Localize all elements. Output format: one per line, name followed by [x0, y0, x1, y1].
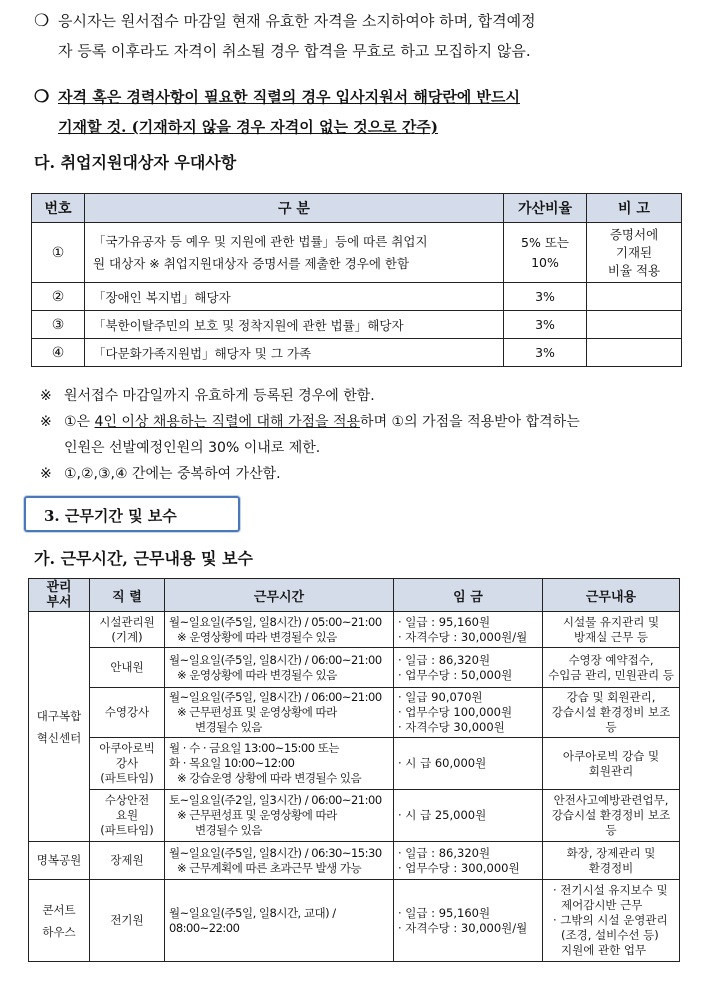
table-row: [29, 688, 680, 738]
job-line: 장제원: [110, 853, 144, 867]
table-row: [29, 790, 680, 842]
hours-line: 화 · 목요일 10:00~12:00: [169, 756, 295, 770]
pay-line: · 시 급 60,000원: [398, 756, 487, 770]
table-row: [32, 223, 682, 283]
note-text: 하며 ①의 가점을 적용받아 합격하는: [360, 414, 580, 430]
hours-line: 월 · 수 · 금요일 13:00~15:00 또는: [169, 741, 339, 755]
hours-cell: [165, 612, 394, 648]
note-text: ①,②,③,④ 간에는 중복하여 가산함.: [64, 466, 281, 482]
hours-cell: [165, 880, 394, 962]
pay-line: · 일급 : 86,320원: [398, 845, 491, 860]
hours-line: 변경될수 있음: [195, 823, 262, 837]
row-note: [587, 339, 682, 367]
pay-line: · 자격수당 30,000원: [398, 720, 505, 734]
hours-line: 월~일요일(주5일, 일8시간) / 05:00~21:00: [169, 614, 382, 629]
job-cell: [90, 790, 165, 842]
duty-line: 안전사고예방관련업무,: [553, 793, 669, 807]
job-line: (기계): [111, 629, 143, 644]
header-line: 관리: [46, 580, 72, 595]
pay-line: · 일급 : 95,160원: [398, 614, 491, 629]
duty-cell: [543, 688, 680, 738]
circle-bullet-icon: ❍: [34, 11, 50, 31]
intro-paragraph-2: [34, 82, 684, 142]
hours-cell: [165, 842, 394, 880]
note-mark: ※: [40, 414, 52, 430]
note-line: 기재된: [615, 244, 653, 260]
duty-line: 방재실 근무 등: [574, 629, 648, 644]
note-2: [40, 409, 680, 435]
row-number: ④: [32, 339, 85, 367]
hours-line: 월~일요일(주5일, 일8시간) / 06:00~21:00: [169, 690, 382, 704]
dept-cell: [29, 612, 90, 842]
table-row: [32, 283, 682, 311]
duty-line: 수영장 예약접수,: [568, 652, 654, 667]
job-line: 수상안전: [104, 793, 150, 807]
col-header-hours: 근무시간: [165, 579, 394, 612]
row-number: ③: [32, 311, 85, 339]
row-category: 「북한이탈주민의 보호 및 정착지원에 관한 법률」해당자: [85, 311, 504, 339]
job-line: 시설관리원: [99, 614, 155, 629]
duty-cell: [543, 790, 680, 842]
note-text: 원서접수 마감일까지 유효하게 등록된 경우에 한함.: [64, 388, 375, 404]
col-header-dept: [29, 579, 90, 612]
col-header-category: 구 분: [85, 194, 504, 223]
intro-p1-line1: 응시자는 원서접수 마감일 현재 유효한 자격을 소지하여야 하며, 합격예정: [58, 12, 536, 30]
pay-cell: [394, 688, 543, 738]
duty-cell: [543, 880, 680, 962]
row-number: ②: [32, 283, 85, 311]
row-category: 「장애인 복지법」해당자: [85, 283, 504, 311]
row-number: ①: [32, 223, 85, 283]
duty-line: 시설물 유지관리 및: [562, 614, 660, 629]
note-line: 증명서에: [609, 226, 659, 242]
table-row: [29, 648, 680, 688]
row-rate: [504, 223, 587, 283]
pay-cell: [394, 842, 543, 880]
job-line: 요원: [115, 808, 139, 822]
duty-cell: [543, 612, 680, 648]
hours-line: 토~일요일(주2일, 일3시간) / 06:00~21:00: [169, 793, 382, 807]
hours-line: 변경될수 있음: [195, 720, 262, 734]
job-line: 아쿠아로빅: [99, 741, 155, 755]
pay-line: · 일급 : 86,320원: [398, 652, 491, 667]
row-rate: 3%: [504, 311, 587, 339]
row-note: [587, 283, 682, 311]
hours-line: ※ 근무편성표 및 운영상황에 따라: [177, 705, 337, 719]
hours-line: ※ 근무편성표 및 운영상황에 따라: [177, 808, 337, 822]
table-row: [32, 311, 682, 339]
pay-line: · 자격수당 : 30,000원/월: [398, 629, 528, 644]
duty-cell: [543, 648, 680, 688]
pay-cell: [394, 880, 543, 962]
job-cell: [90, 612, 165, 648]
col-header-no: 번호: [32, 194, 85, 223]
pay-line: · 업무수당 : 50,000원: [398, 667, 513, 682]
intro-p2-line1: 자격 혹은 경력사항이 필요한 직렬의 경우 입사지원서 해당란에 반드시: [58, 88, 520, 106]
duty-line: · 그밖의 시설 운영관리: [553, 913, 668, 927]
duty-line: 아쿠아로빅 강습 및: [562, 748, 660, 763]
section-da-title: 다. 취업지원대상자 우대사항: [34, 153, 237, 172]
row-category: 「다문화가족지원법」해당자 및 그 가족: [85, 339, 504, 367]
col-header-rate: 가산비율: [504, 194, 587, 223]
duty-line: 강습시설 환경정비 보조 등: [551, 808, 671, 837]
job-cell: [90, 880, 165, 962]
work-schedule-table: [28, 578, 680, 962]
note-3: [40, 461, 680, 487]
job-line: 안내원: [110, 660, 144, 674]
row-note: [587, 311, 682, 339]
table-row: [29, 880, 680, 962]
row-note: [587, 223, 682, 283]
hours-cell: [165, 790, 394, 842]
note-mark: ※: [40, 466, 52, 482]
note-1: [40, 383, 680, 409]
duty-line: 수입금 관리, 민원관리 등: [548, 667, 674, 682]
duty-line: · 전기시설 유지보수 및: [553, 883, 668, 897]
pay-cell: [394, 790, 543, 842]
table-row: [29, 612, 680, 648]
job-line: (파트타임): [100, 823, 154, 837]
note-line: 비율 적용: [607, 262, 661, 278]
duty-line: (조경, 설비수선 등): [561, 928, 659, 942]
job-line: 강사: [115, 756, 139, 770]
dept-cell: 명복공원: [29, 842, 90, 880]
pay-line: · 자격수당 : 30,000원/월: [398, 920, 528, 935]
job-cell: [90, 648, 165, 688]
col-header-note: 비 고: [587, 194, 682, 223]
table-row: [29, 738, 680, 790]
circle-bullet-icon: ❍: [34, 87, 50, 107]
duty-line: 회원관리: [588, 763, 634, 778]
header-line: 부서: [46, 595, 72, 610]
pay-line: · 일급 90,070원: [398, 690, 483, 704]
note-text-underlined: 4인 이상 채용하는 직렬에 대해 가점을 적용: [94, 414, 361, 430]
job-cell: [90, 842, 165, 880]
pay-cell: [394, 738, 543, 790]
duty-line: 환경정비: [588, 860, 634, 875]
hours-line: 월~일요일(주5일, 일8시간, 교대) / 08:00~22:00: [169, 905, 336, 935]
duty-line: 강습 및 회원관리,: [566, 690, 656, 704]
duty-line: 강습시설 환경정비 보조 등: [551, 705, 671, 734]
note-text: ①은: [64, 414, 95, 430]
hours-line: ※ 근무계획에 따른 초과근무 발생 가능: [177, 860, 362, 875]
duty-cell: [543, 842, 680, 880]
row-category: [85, 223, 504, 283]
col-header-job: 직 렬: [90, 579, 165, 612]
note-mark: ※: [40, 388, 52, 404]
intro-p2-line2: 기재할 것. (기재하지 않을 경우 자격이 없는 것으로 간주): [58, 118, 438, 136]
section-ga-title: 가. 근무시간, 근무내용 및 보수: [34, 549, 253, 568]
rate-line: 5% 또는: [521, 234, 569, 250]
hours-line: ※ 운영상황에 따라 변경될수 있음: [177, 667, 337, 682]
job-line: (파트타임): [100, 771, 154, 785]
duty-cell: [543, 738, 680, 790]
preference-table: [31, 193, 682, 367]
hours-line: ※ 강습운영 상황에 따라 변경될수 있음: [177, 771, 362, 785]
job-line: 전기원: [110, 913, 144, 927]
pay-line: · 일급 : 95,160원: [398, 905, 491, 920]
pay-cell: [394, 648, 543, 688]
row-rate: 3%: [504, 283, 587, 311]
table-header-row: [32, 194, 682, 223]
category-line: 원 대상자 ※ 취업지원대상자 증명서를 제출한 경우에 한함: [93, 255, 410, 271]
row-rate: 3%: [504, 339, 587, 367]
hours-cell: [165, 738, 394, 790]
hours-line: ※ 운영상황에 따라 변경될수 있음: [177, 629, 337, 644]
table-header-row: [29, 579, 680, 612]
hours-line: 월~일요일(주5일, 일8시간) / 06:30~15:30: [169, 845, 382, 860]
job-line: 수영강사: [104, 705, 150, 719]
dept-line: 콘서트: [42, 902, 76, 917]
dept-cell: [29, 880, 90, 962]
col-header-pay: 임 금: [394, 579, 543, 612]
hours-line: 월~일요일(주5일, 일8시간) / 06:00~21:00: [169, 652, 382, 667]
pay-cell: [394, 612, 543, 648]
table-row: [32, 339, 682, 367]
section-3-title: 3. 근무기간 및 보수: [24, 496, 240, 532]
pay-line: · 업무수당 100,000원: [398, 705, 513, 719]
col-header-duty: 근무내용: [543, 579, 680, 612]
intro-p1-line2: 자 등록 이후라도 자격이 취소될 경우 합격을 무효로 하고 모집하지 않음.: [58, 42, 531, 60]
intro-paragraph-1: [34, 6, 684, 66]
job-cell: [90, 738, 165, 790]
hours-cell: [165, 648, 394, 688]
dept-line: 혁신센터: [36, 730, 82, 745]
category-line: 「국가유공자 등 예우 및 지원에 관한 법률」등에 따른 취업지: [93, 233, 428, 249]
note-2-line2: 인원은 선발예정인원의 30% 이내로 제한.: [64, 440, 321, 456]
pay-line: · 업무수당 : 300,000원: [398, 860, 520, 875]
table-row: [29, 842, 680, 880]
job-cell: [90, 688, 165, 738]
duty-line: 지원에 관한 업무: [561, 943, 647, 957]
dept-line: 대구복합: [36, 708, 82, 723]
duty-line: 제어감시반 근무: [561, 898, 643, 912]
hours-cell: [165, 688, 394, 738]
duty-line: 화장, 장제관리 및: [566, 845, 656, 860]
rate-line: 10%: [531, 254, 559, 270]
notes-block: [40, 383, 680, 487]
pay-line: · 시 급 25,000원: [398, 808, 487, 822]
dept-line: 하우스: [42, 924, 76, 939]
